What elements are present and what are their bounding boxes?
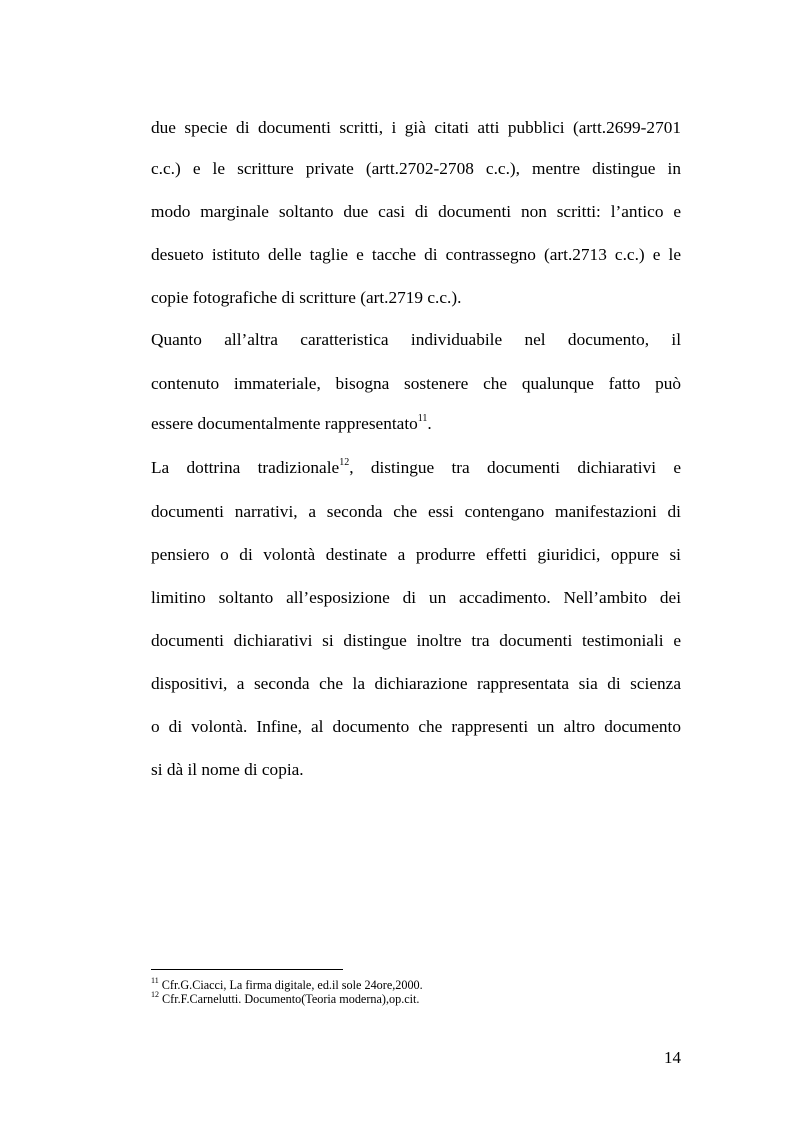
body-line-1: due specie di documenti scritti, i già citati atti pubblici (artt.2699-2701	[151, 118, 681, 137]
footnote-12	[151, 989, 681, 1006]
body-line-5: copie fotografiche di scritture (art.2719 c.c.).	[151, 288, 462, 307]
body-line-15: o di volontà. Infine, al documento che rappresenti un altro documento	[151, 717, 681, 736]
body-line-13: documenti dichiarativi si distingue inoltre tra documenti testimoniali e	[151, 631, 681, 650]
body-line-3: modo marginale soltanto due casi di documenti non scritti: l’antico e	[151, 202, 681, 221]
body-line-16: si dà il nome di copia.	[151, 760, 304, 779]
body-line-10: documenti narrativi, a seconda che essi contengano manifestazioni di	[151, 502, 681, 521]
footnote-reference-12: 12	[339, 457, 350, 469]
body-line-4: desueto istituto delle taglie e tacche di contrassegno (art.2713 c.c.) e le	[151, 245, 681, 264]
body-line-8-end: .	[427, 414, 432, 433]
footnote-text-12: Cfr.F.Carnelutti. Documento(Teoria moderna),op.cit.	[159, 992, 420, 1006]
body-line-8	[151, 413, 681, 435]
footnote-separator	[151, 969, 343, 970]
body-line-9	[151, 457, 681, 479]
body-line-11: pensiero o di volontà destinate a produrre effetti giuridici, oppure si	[151, 545, 681, 564]
footnote-number-11: 11	[151, 975, 159, 985]
footnote-reference-11: 11	[417, 413, 428, 425]
body-line-2: c.c.) e le scritture private (artt.2702-2708 c.c.), mentre distingue in	[151, 159, 681, 178]
body-line-8-text: essere documentalmente rappresentato	[151, 414, 418, 433]
body-line-12: limitino soltanto all’esposizione di un accadimento. Nell’ambito dei	[151, 588, 681, 607]
footnote-11	[151, 975, 681, 992]
footnote-number-12: 12	[151, 989, 159, 999]
page-number: 14	[664, 1048, 681, 1067]
body-line-14: dispositivi, a seconda che la dichiarazione rappresentata sia di scienza	[151, 674, 681, 693]
body-line-9-end: , distingue tra documenti dichiarativi e	[349, 458, 681, 477]
footnote-text-11: Cfr.G.Ciacci, La firma digitale, ed.il sole 24ore,2000.	[158, 978, 423, 992]
body-line-6: Quanto all’altra caratteristica individuabile nel documento, il	[151, 330, 681, 349]
body-line-9-start: La dottrina tradizionale	[151, 458, 340, 477]
body-line-7: contenuto immateriale, bisogna sostenere che qualunque fatto può	[151, 374, 681, 393]
